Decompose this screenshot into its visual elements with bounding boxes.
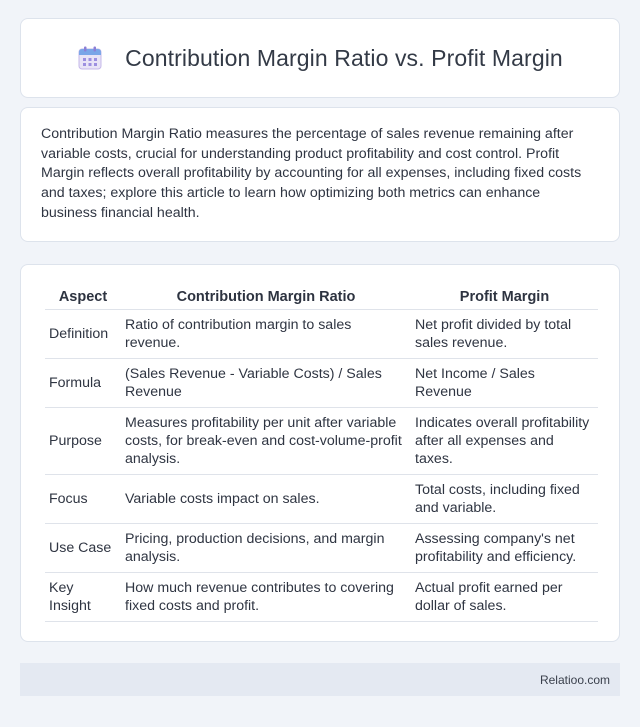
header-profit-margin: Profit Margin — [411, 287, 598, 309]
cell-cmr: (Sales Revenue - Variable Costs) / Sales Revenue — [121, 358, 411, 407]
intro-paragraph: Contribution Margin Ratio measures the percentage of sales revenue remaining after variable costs, crucial for understanding product profitability and cost control. Profit Margin reflects overall profitability by accounting for all expenses, including fixed costs and taxes; explore this article to learn how optimizing both metrics can enhance business financial health. — [41, 126, 582, 221]
cell-aspect: Formula — [45, 358, 121, 407]
table-row — [45, 474, 598, 523]
cell-cmr: Ratio of contribution margin to sales revenue. — [121, 309, 411, 358]
cell-aspect: Definition — [45, 309, 121, 358]
comparison-table — [45, 287, 598, 622]
cell-aspect: Focus — [45, 474, 121, 523]
title-card — [20, 18, 620, 98]
cell-pm: Net profit divided by total sales revenue. — [411, 309, 598, 358]
cell-pm: Indicates overall profitability after all expenses and taxes. — [411, 407, 598, 474]
cell-cmr: Measures profitability per unit after variable costs, for break-even and cost-volume-profit analysis. — [121, 407, 411, 474]
cell-pm: Net Income / Sales Revenue — [411, 358, 598, 407]
table-row — [45, 523, 598, 572]
cell-cmr: How much revenue contributes to covering fixed costs and profit. — [121, 572, 411, 621]
calendar-icon — [77, 45, 103, 71]
footer — [20, 663, 620, 696]
cell-aspect: Purpose — [45, 407, 121, 474]
cell-cmr: Variable costs impact on sales. — [121, 474, 411, 523]
table-header-row — [45, 287, 598, 309]
cell-aspect: Key Insight — [45, 572, 121, 621]
table-row — [45, 358, 598, 407]
table-row — [45, 572, 598, 621]
cell-pm: Actual profit earned per dollar of sales. — [411, 572, 598, 621]
intro-card — [20, 107, 620, 242]
header-contribution-margin-ratio: Contribution Margin Ratio — [121, 287, 411, 309]
cell-pm: Total costs, including fixed and variable. — [411, 474, 598, 523]
cell-cmr: Pricing, production decisions, and margin analysis. — [121, 523, 411, 572]
header-aspect: Aspect — [45, 287, 121, 309]
table-row — [45, 407, 598, 474]
page-title: Contribution Margin Ratio vs. Profit Margin — [125, 44, 563, 71]
footer-brand: Relatioo.com — [539, 672, 610, 687]
table-row — [45, 309, 598, 358]
cell-aspect: Use Case — [45, 523, 121, 572]
cell-pm: Assessing company's net profitability and efficiency. — [411, 523, 598, 572]
comparison-table-card — [20, 264, 620, 642]
